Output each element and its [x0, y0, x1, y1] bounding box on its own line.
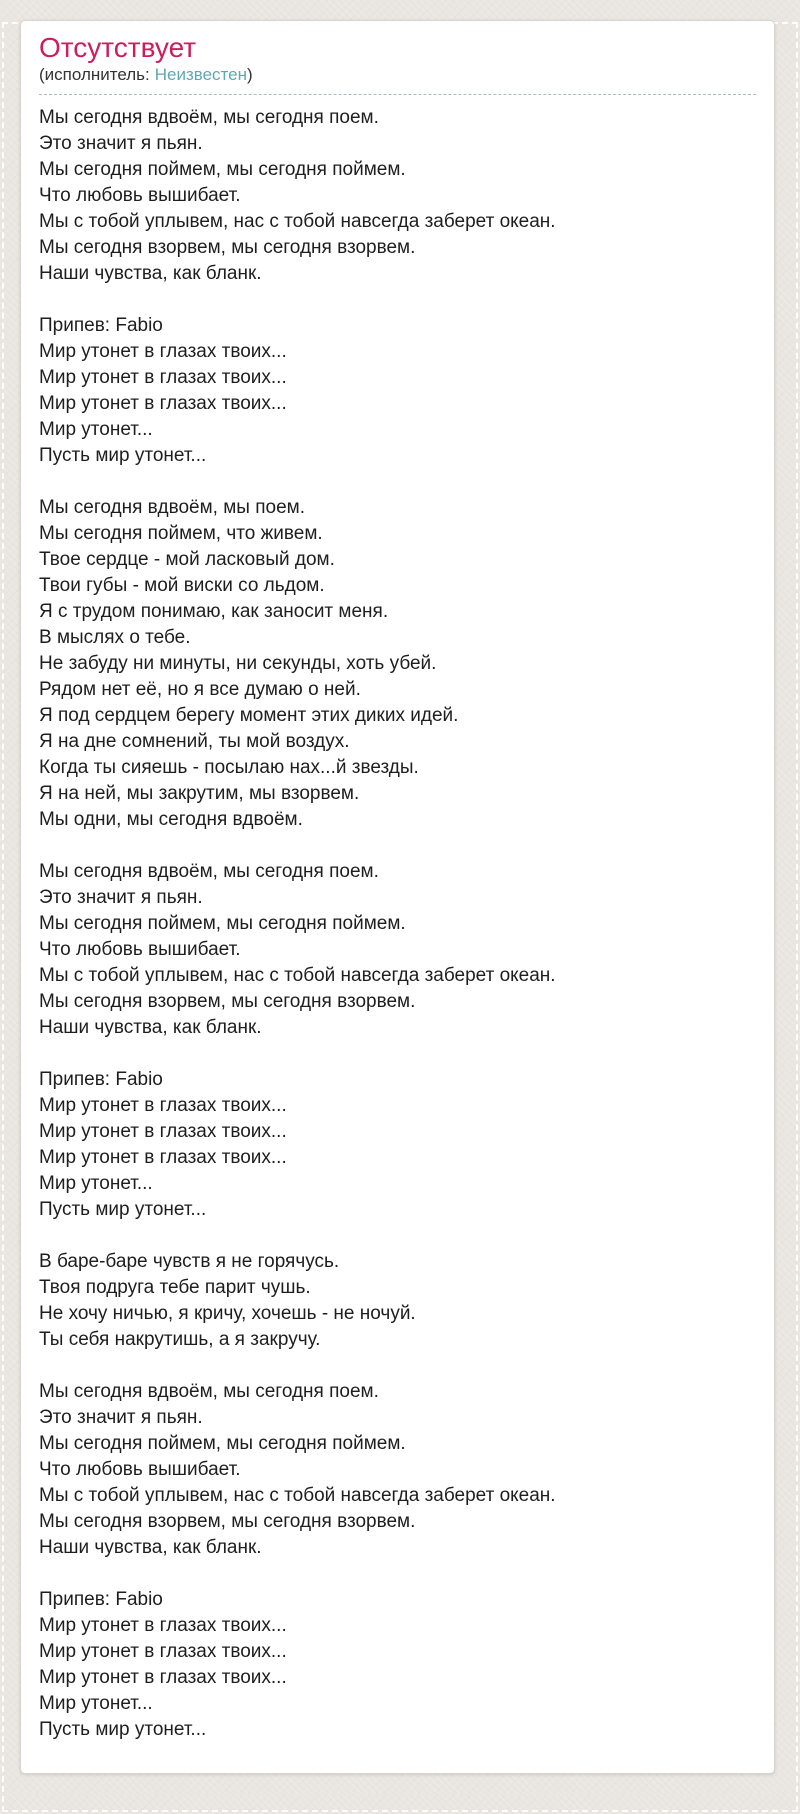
lyric-line: Мир утонет в глазах твоих... [39, 367, 287, 388]
lyric-line: Мы сегодня взорвем, мы сегодня взорвем. [39, 1511, 416, 1532]
artist-row [39, 65, 756, 85]
lyrics-card [20, 20, 775, 1774]
lyric-line: Я на дне сомнений, ты мой воздух. [39, 731, 350, 752]
lyric-line: Мы с тобой уплывем, нас с тобой навсегда заберет океан. [39, 1485, 556, 1506]
lyric-line: Это значит я пьян. [39, 133, 203, 154]
lyric-line: Мир утонет в глазах твоих... [39, 1667, 287, 1688]
lyric-line: Мир утонет в глазах твоих... [39, 1121, 287, 1142]
lyric-line: Мир утонет в глазах твоих... [39, 1147, 287, 1168]
lyric-line: Мы сегодня взорвем, мы сегодня взорвем. [39, 237, 416, 258]
song-header [39, 33, 756, 95]
artist-link[interactable]: Неизвестен [154, 65, 247, 84]
lyric-line: Мы сегодня поймем, мы сегодня поймем. [39, 159, 406, 180]
lyric-line: Пусть мир утонет... [39, 445, 207, 466]
lyric-line: Мир утонет... [39, 1173, 153, 1194]
lyric-line: Припев: Fabio [39, 315, 163, 336]
lyric-line: Твое сердце - мой ласковый дом. [39, 549, 335, 570]
lyric-line: Что любовь вышибает. [39, 185, 241, 206]
lyric-line: Мир утонет в глазах твоих... [39, 1615, 287, 1636]
lyric-line: Мы сегодня вдвоём, мы поем. [39, 497, 305, 518]
lyric-line: Твои губы - мой виски со льдом. [39, 575, 325, 596]
lyric-line: Не хочу ничью, я кричу, хочешь - не ночуй. [39, 1303, 416, 1324]
lyric-line: Я с трудом понимаю, как заносит меня. [39, 601, 389, 622]
lyric-line: Пусть мир утонет... [39, 1199, 207, 1220]
stanza-gap [39, 287, 756, 313]
stanza-gap [39, 1041, 756, 1067]
stanza-gap [39, 1223, 756, 1249]
lyric-line: Пусть мир утонет... [39, 1719, 207, 1740]
lyric-line: Мир утонет в глазах твоих... [39, 341, 287, 362]
lyric-line: Мы сегодня вдвоём, мы сегодня поем. [39, 861, 379, 882]
stanza-gap [39, 833, 756, 859]
song-title: Отсутствует [39, 32, 197, 63]
lyric-line: Что любовь вышибает. [39, 939, 241, 960]
lyric-line: Мы сегодня поймем, мы сегодня поймем. [39, 913, 406, 934]
lyric-line: Мы сегодня вдвоём, мы сегодня поем. [39, 107, 379, 128]
stanza-gap [39, 469, 756, 495]
artist-label-prefix: (исполнитель: [39, 65, 150, 84]
lyric-line: Припев: Fabio [39, 1069, 163, 1090]
lyric-line: Что любовь вышибает. [39, 1459, 241, 1480]
lyric-line: Я на ней, мы закрутим, мы взорвем. [39, 783, 360, 804]
lyric-line: Наши чувства, как бланк. [39, 1537, 262, 1558]
lyric-line: Мы сегодня поймем, мы сегодня поймем. [39, 1433, 406, 1454]
lyric-line: Мы сегодня поймем, что живем. [39, 523, 323, 544]
lyric-line: Мы сегодня взорвем, мы сегодня взорвем. [39, 991, 416, 1012]
lyric-line: В мыслях о тебе. [39, 627, 191, 648]
lyric-line: Мир утонет в глазах твоих... [39, 1641, 287, 1662]
lyric-line: Это значит я пьян. [39, 1407, 203, 1428]
lyric-line: В баре-баре чувств я не горячусь. [39, 1251, 340, 1272]
lyric-line: Наши чувства, как бланк. [39, 1017, 262, 1038]
lyric-line: Рядом нет её, но я все думаю о ней. [39, 679, 361, 700]
lyric-line: Мир утонет в глазах твоих... [39, 393, 287, 414]
lyric-line: Ты себя накрутишь, а я закручу. [39, 1329, 321, 1350]
lyric-line: Это значит я пьян. [39, 887, 203, 908]
lyric-line: Наши чувства, как бланк. [39, 263, 262, 284]
lyric-line: Мы с тобой уплывем, нас с тобой навсегда заберет океан. [39, 965, 556, 986]
lyric-line: Я под сердцем берегу момент этих диких идей. [39, 705, 459, 726]
lyric-line: Не забуду ни минуты, ни секунды, хоть убей. [39, 653, 437, 674]
stanza-gap [39, 1353, 756, 1379]
lyric-line: Мир утонет в глазах твоих... [39, 1095, 287, 1116]
lyric-line: Мы одни, мы сегодня вдвоём. [39, 809, 303, 830]
lyric-line: Твоя подруга тебе парит чушь. [39, 1277, 311, 1298]
lyric-line: Мир утонет... [39, 1693, 153, 1714]
lyric-line: Мы сегодня вдвоём, мы сегодня поем. [39, 1381, 379, 1402]
lyric-line: Припев: Fabio [39, 1589, 163, 1610]
artist-label-suffix: ) [247, 65, 253, 84]
lyric-line: Мир утонет... [39, 419, 153, 440]
lyric-line: Когда ты сияешь - посылаю нах...й звезды. [39, 757, 419, 778]
stanza-gap [39, 1561, 756, 1587]
lyric-line: Мы с тобой уплывем, нас с тобой навсегда заберет океан. [39, 211, 556, 232]
lyrics-text [39, 105, 756, 1743]
